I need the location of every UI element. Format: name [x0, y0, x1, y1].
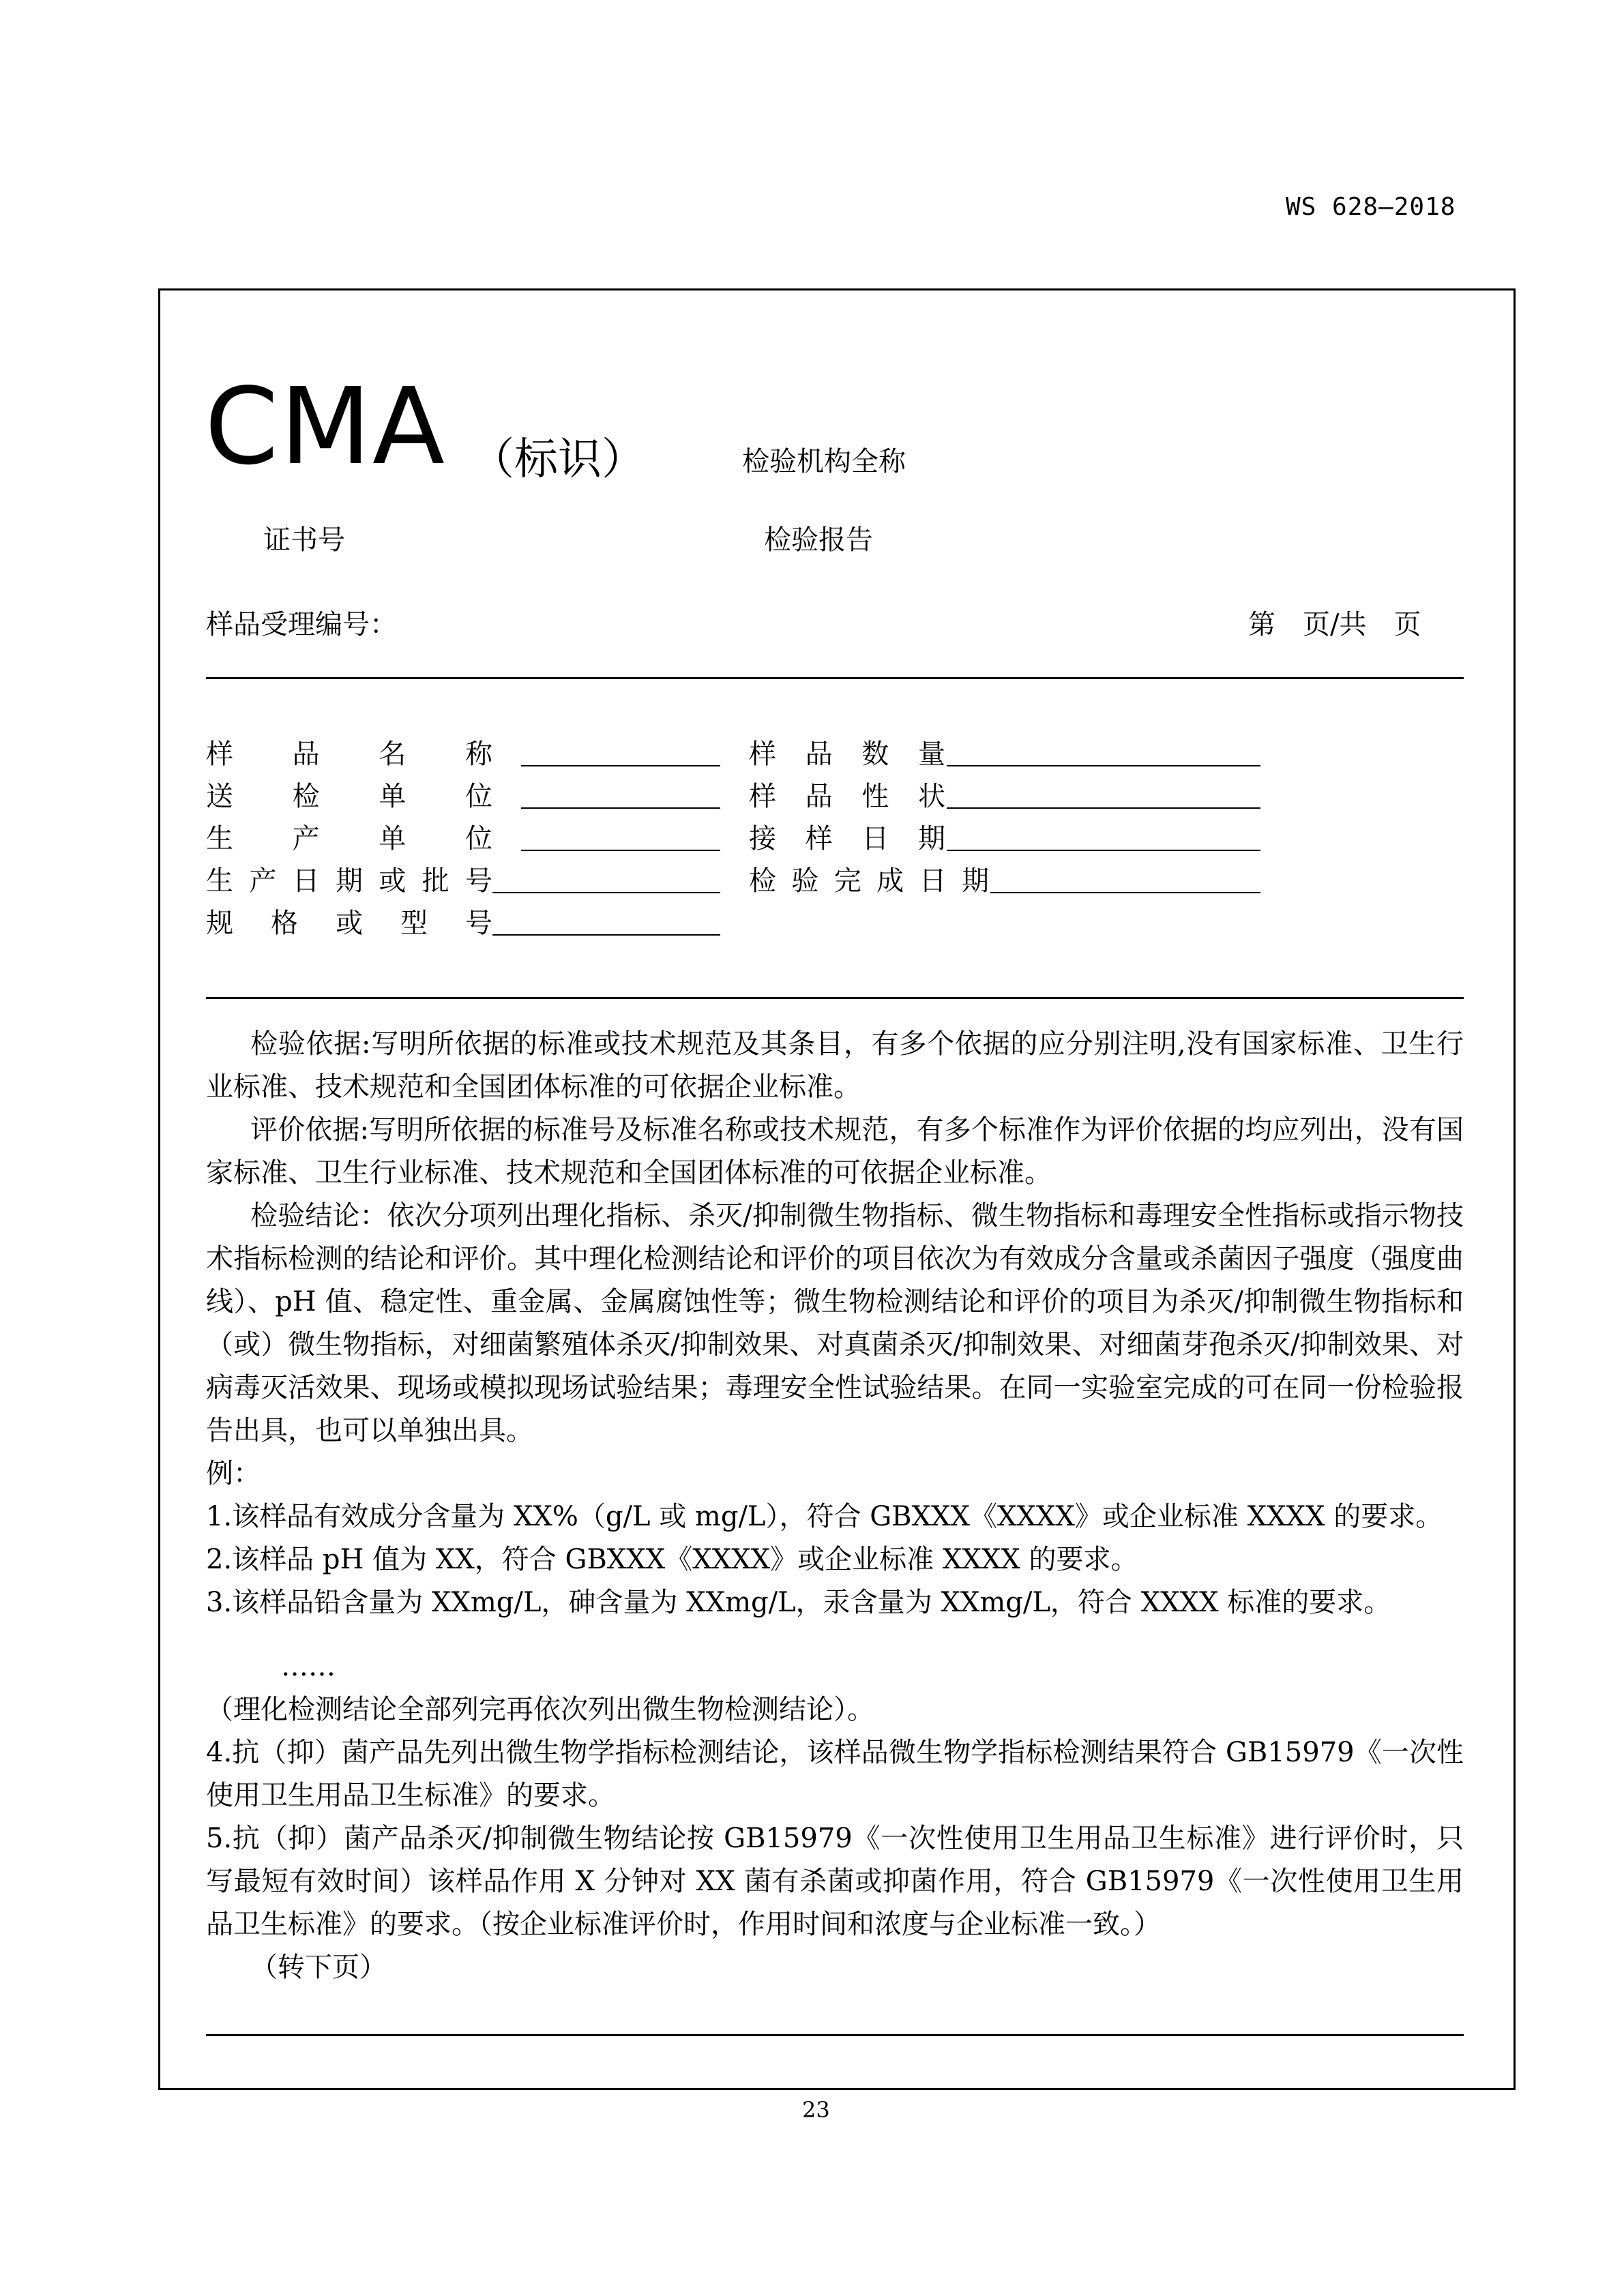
cma-logo-text: CMA — [205, 365, 446, 488]
field-label: 生 产 单 位 — [206, 823, 492, 854]
sample-no-label: 样品受理编号： — [206, 609, 397, 640]
field-label: 样 品 名 称 — [206, 739, 492, 770]
field-label: 规 格 或 型 号 — [206, 908, 492, 939]
note: （理化检测结论全部列完再依次列出微生物检测结论）。 — [206, 1694, 874, 1725]
example-item: 3.该样品铅含量为 XXmg/L，砷含量为 XXmg/L，汞含量为 XXmg/L，符合 XXXX 标准的要求。 — [206, 1587, 1391, 1618]
evaluation-basis: 评价依据:写明所依据的标准号及标准名称或技术规范，有多个标准作为评价依据的均应列出，没有国家标准、卫生行业标准、技术规范和全国团体标准的可依据企业标准。 — [206, 1114, 1464, 1189]
example-item: 1.该样品有效成分含量为 XX%（g/L 或 mg/L），符合 GBXXX《XXXX》或企业标准 XXXX 的要求。 — [206, 1501, 1443, 1532]
divider-top — [206, 677, 1464, 679]
field-underline — [492, 892, 720, 893]
field-label: 生 产 日 期 或 批 号 — [206, 865, 492, 897]
report-title: 检验报告 — [764, 524, 873, 556]
field-underline — [521, 850, 720, 851]
example-label: 例： — [206, 1458, 261, 1489]
page-number: 23 — [802, 2097, 830, 2123]
field-label: 样 品 性 状 — [749, 781, 945, 812]
field-label: 检 验 完 成 日 期 — [749, 865, 989, 897]
certificate-label: 证书号 — [263, 524, 345, 556]
ellipsis: …… — [281, 1651, 336, 1682]
institution-name: 检验机构全称 — [742, 446, 906, 477]
field-underline — [990, 892, 1260, 893]
field-underline — [521, 765, 720, 766]
test-conclusion: 检验结论：依次分项列出理化指标、杀灭/抑制微生物指标、微生物指标和毒理安全性指标或指示物技术指标检测的结论和评价。其中理化检测结论和评价的项目依次为有效成分含量或杀菌因子强度（强度曲线）、pH 值、稳定性、重金属、金属腐蚀性等；微生物检测结论和评价的项目为杀灭/抑制微生物指标和（或）微生物指标，对细菌繁殖体杀灭/抑制效果、对真菌杀灭/抑制效果、对细菌芽孢杀灭/抑制效果、对病毒灭活效果、现场或模拟现场试验结果；毒理安全性试验结果。在同一实验室完成的可在同一份检验报告出具，也可以单独出具。 — [206, 1200, 1464, 1446]
divider-middle — [206, 997, 1464, 999]
field-label: 样 品 数 量 — [749, 739, 945, 770]
example-item: 4.抗（抑）菌产品先列出微生物学指标检测结论，该样品微生物学指标检测结果符合 GB15979《一次性使用卫生用品卫生标准》的要求。 — [206, 1737, 1464, 1811]
page-indicator: 第 页/共 页 — [1248, 609, 1421, 640]
field-label: 接 样 日 期 — [749, 823, 945, 854]
example-item: 5.抗（抑）菌产品杀灭/抑制微生物结论按 GB15979《一次性使用卫生用品卫生标准》进行评价时，只写最短有效时间）该样品作用 X 分钟对 XX 菌有杀菌或抑菌作用，符合 GB15979《一次性使用卫生用品卫生标准》的要求。（按企业标准评价时，作用时间和浓度与企业标准一致。） — [206, 1823, 1464, 1940]
spacer — [206, 1624, 1464, 1645]
example-item: 2.该样品 pH 值为 XX，符合 GBXXX《XXXX》或企业标准 XXXX 的要求。 — [206, 1544, 1138, 1575]
continued-note: （转下页） — [250, 1952, 387, 1983]
logo-mark-label: （标识） — [471, 434, 645, 485]
standard-number: WS 628—2018 — [1286, 193, 1456, 221]
field-underline — [947, 807, 1260, 809]
report-body — [206, 1023, 1464, 1989]
field-underline — [947, 850, 1260, 851]
field-label: 送 检 单 位 — [206, 781, 492, 812]
field-underline — [492, 934, 720, 936]
field-underline — [521, 807, 720, 809]
field-underline — [947, 765, 1260, 766]
test-basis: 检验依据:写明所依据的标准或技术规范及其条目，有多个依据的应分别注明,没有国家标准、卫生行业标准、技术规范和全国团体标准的可依据企业标准。 — [206, 1028, 1464, 1103]
divider-bottom — [206, 2034, 1464, 2036]
